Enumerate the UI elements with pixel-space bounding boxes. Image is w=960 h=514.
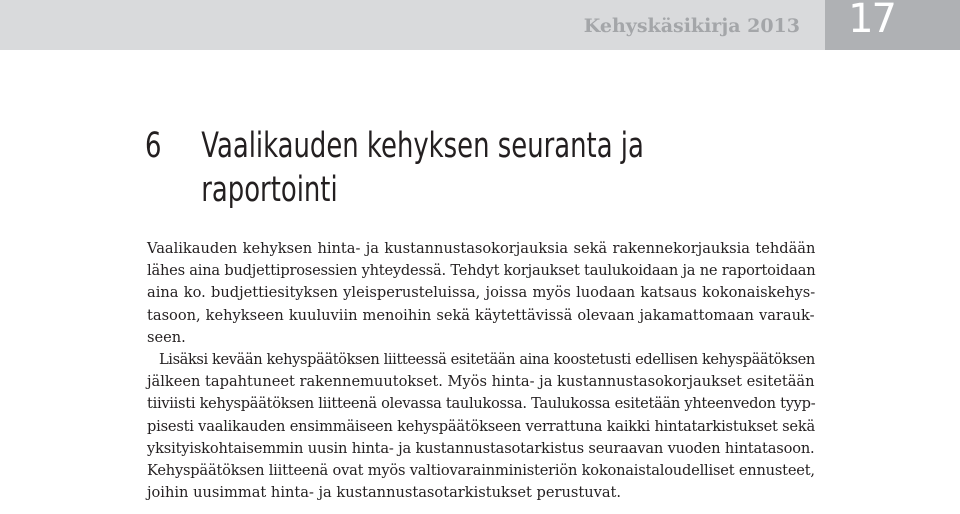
book-title: Kehyskäsikirja 2013 bbox=[583, 15, 800, 37]
page-header bbox=[0, 0, 960, 50]
body-text bbox=[147, 238, 815, 504]
paragraph-line: tasoon, kehykseen kuuluviin menoihin sekä käytettävissä olevaan jakamattomaan varauk- bbox=[147, 306, 815, 324]
chapter-number: 6 bbox=[145, 126, 162, 166]
chapter-title-line-1: Vaalikauden kehyksen seuranta ja bbox=[201, 126, 644, 166]
paragraph-line: Kehyspäätöksen liitteenä ovat myös valtiovarainministeriön kokonaistaloudelliset ennusteet, bbox=[147, 461, 815, 479]
paragraph-line: Vaalikauden kehyksen hinta- ja kustannustasokorjauksia sekä rakennekorjauksia tehdään bbox=[147, 240, 816, 257]
paragraph-line: seen. bbox=[147, 328, 186, 346]
paragraph-line: jälkeen tapahtuneet rakennemuutokset. Myös hinta- ja kustannustasokorjaukset esitetään bbox=[147, 373, 815, 391]
paragraph-line: tiiviisti kehyspäätöksen liitteenä olevassa taulukossa. Taulukossa esitetään yhteenvedon tyyp- bbox=[147, 395, 816, 413]
page-number: 17 bbox=[848, 0, 895, 42]
paragraph-line: lähes aina budjettiprosessien yhteydessä. Tehdyt korjaukset taulukoidaan ja ne raportoidaan bbox=[147, 262, 816, 280]
paragraph-line: yksityiskohtaisemmin uusin hinta- ja kustannustasotarkistus seuraavan vuoden hintatasoon. bbox=[147, 439, 815, 457]
chapter-title-line-2: raportointi bbox=[201, 170, 338, 210]
paragraph-line: aina ko. budjettiesityksen yleisperusteluissa, joissa myös luodaan katsaus kokonaiskehys- bbox=[147, 284, 816, 302]
paragraph-line: Lisäksi kevään kehyspäätöksen liitteessä esitetään aina koostetusti edellisen kehyspäätöksen bbox=[159, 350, 815, 368]
paragraph-line: pisesti vaalikauden ensimmäiseen kehyspäätökseen verrattuna kaikki hintatarkistukset sekä bbox=[147, 417, 816, 435]
paragraph-line: joihin uusimmat hinta- ja kustannustasotarkistukset perustuvat. bbox=[147, 484, 622, 502]
page-number-box bbox=[825, 0, 960, 50]
chapter-heading bbox=[145, 124, 663, 212]
